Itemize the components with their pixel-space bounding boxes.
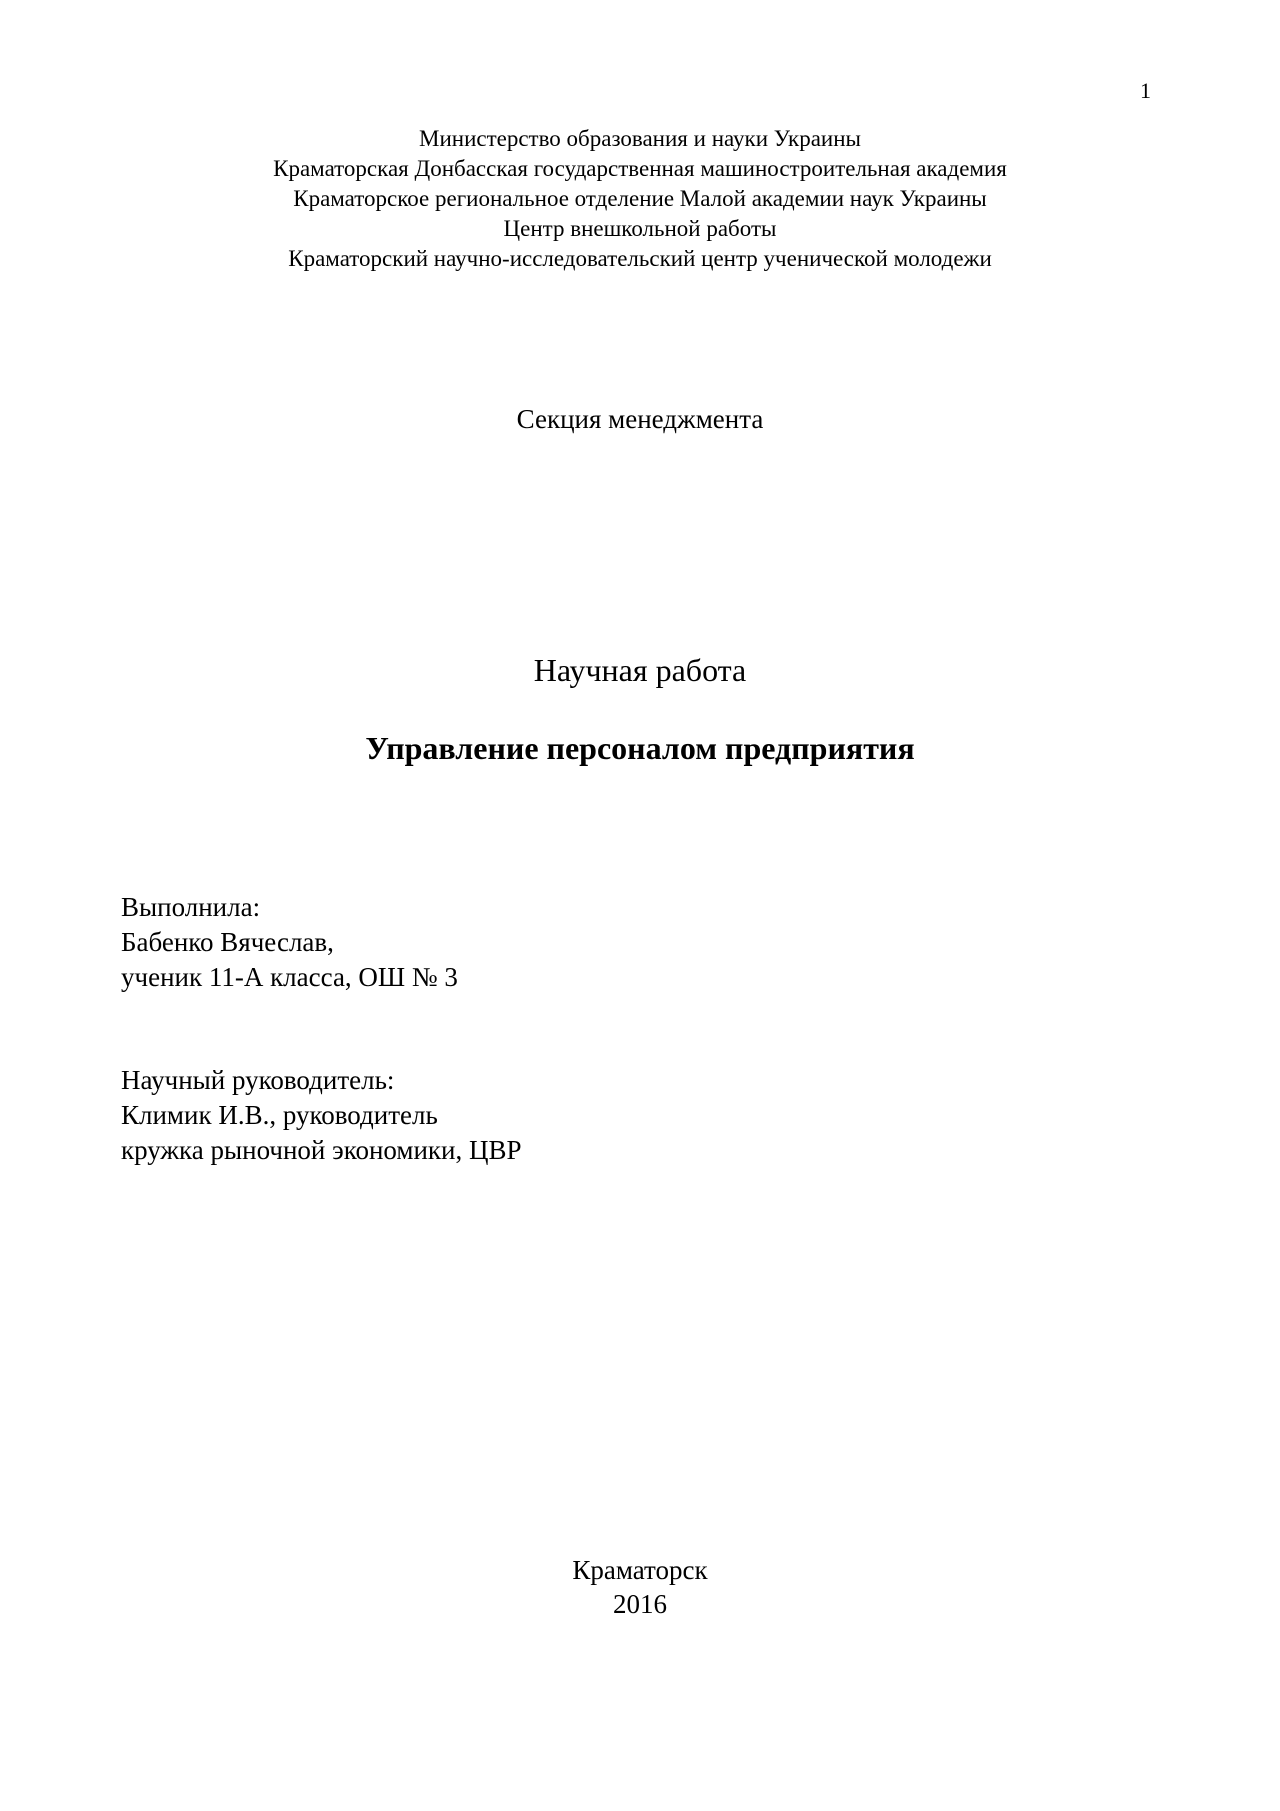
institution-line: Краматорское региональное отделение Малой академии наук Украины — [293, 186, 987, 211]
institution-line: Центр внешкольной работы — [503, 216, 777, 241]
supervisor-details: кружка рыночной экономики, ЦВР — [121, 1135, 522, 1165]
institution-line: Краматорский научно-исследовательский центр ученической молодежи — [288, 246, 992, 271]
supervisor-label: Научный руководитель: — [121, 1065, 395, 1095]
footer-year: 2016 — [613, 1589, 667, 1619]
footer-block — [0, 1553, 1280, 1621]
work-type: Научная работа — [533, 652, 747, 688]
section-name: Секция менеджмента — [516, 404, 764, 434]
author-details: ученик 11-А класса, ОШ № 3 — [121, 962, 458, 992]
institutions-header — [0, 124, 1280, 274]
author-block — [121, 890, 458, 995]
institution-line: Краматорская Донбасская государственная машиностроительная академия — [273, 156, 1007, 181]
supervisor-name: Климик И.В., руководитель — [121, 1100, 438, 1130]
author-label: Выполнила: — [121, 892, 261, 922]
work-title: Управление персоналом предприятия — [365, 730, 915, 766]
footer-city: Краматорск — [572, 1555, 708, 1585]
institution-line: Министерство образования и науки Украины — [419, 126, 861, 151]
page-number: 1 — [1140, 78, 1151, 103]
supervisor-block — [121, 1063, 522, 1168]
author-name: Бабенко Вячеслав, — [121, 927, 334, 957]
